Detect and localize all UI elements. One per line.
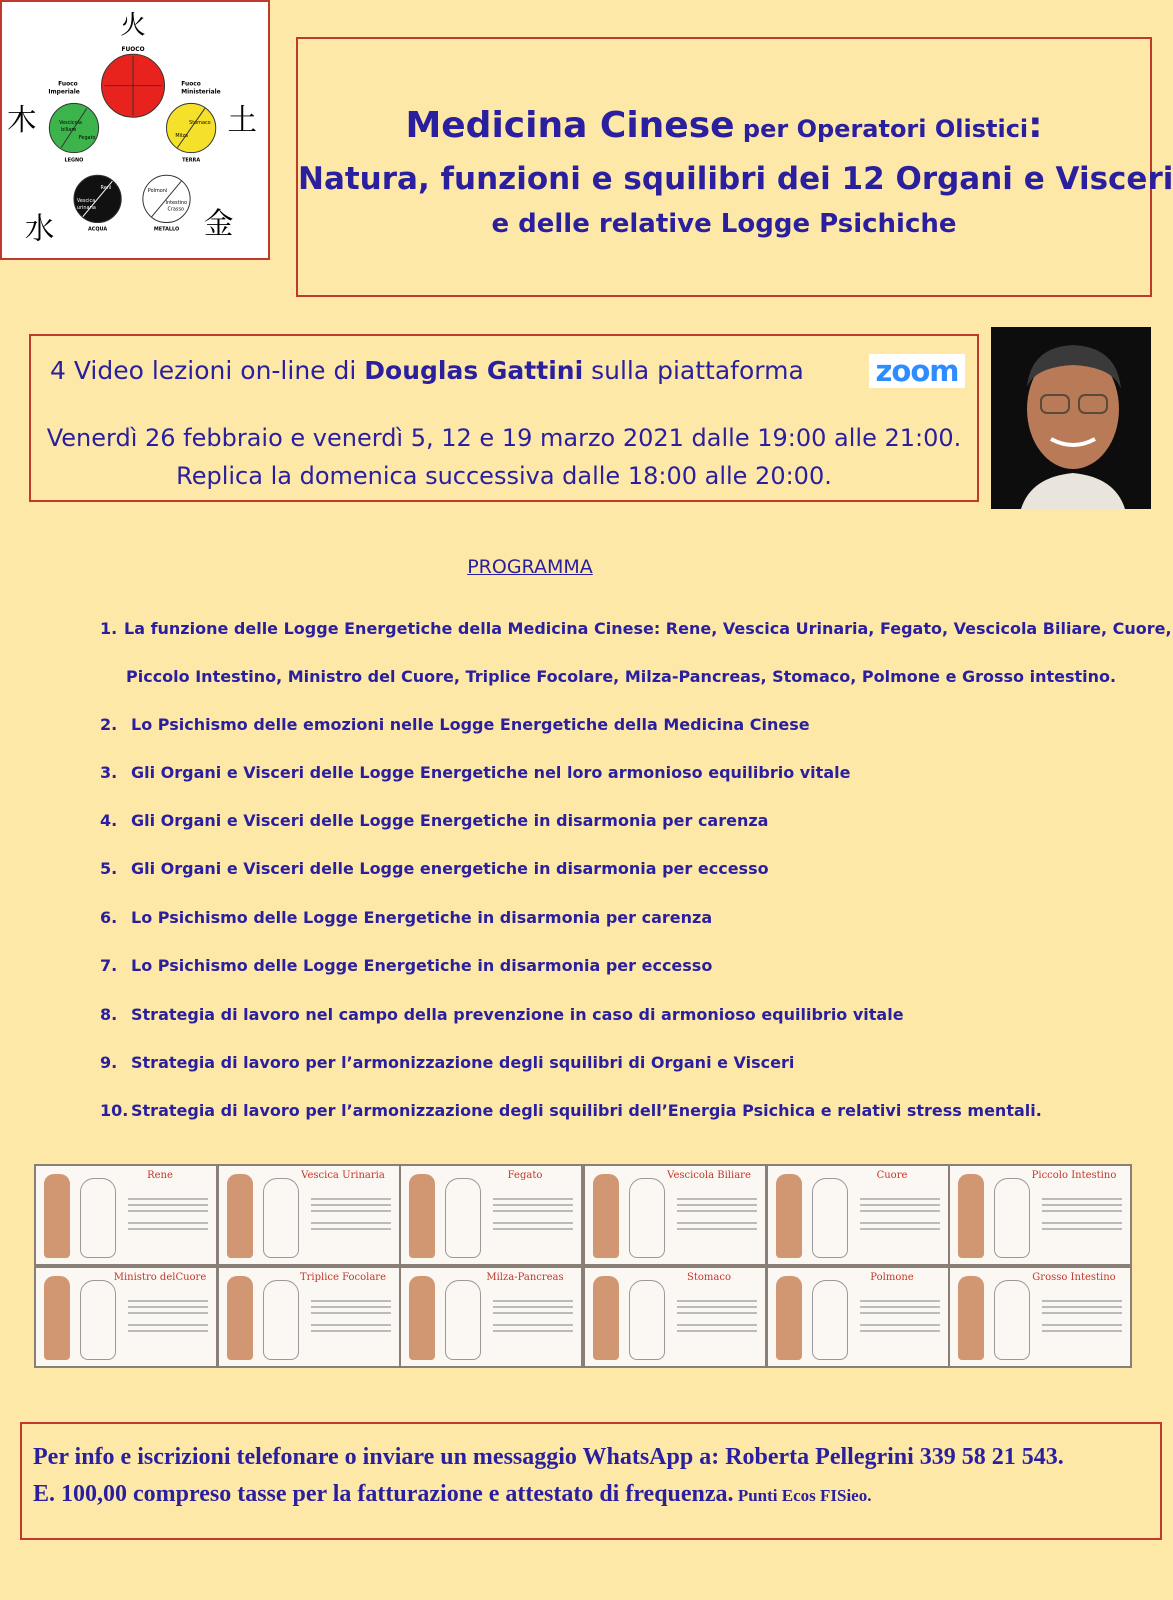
organ-diagram — [80, 1280, 116, 1360]
organ-diagram — [629, 1280, 665, 1360]
title-line-1 — [298, 105, 1150, 146]
metallo-label: METALLO — [153, 226, 180, 233]
title-line-2: Natura, funzioni e squilibri dei 12 Organi e Visceri — [298, 161, 1173, 197]
title-box — [296, 37, 1173, 297]
info-prefix: 4 Video lezioni on-line di — [50, 356, 365, 385]
slide-text-lines — [493, 1296, 573, 1336]
anatomy-figure — [44, 1174, 70, 1258]
wood-char: 木 — [7, 103, 37, 137]
title-colon: : — [1028, 105, 1043, 146]
slide-text-lines — [860, 1296, 940, 1336]
zoom-logo-text: zoom — [875, 354, 959, 388]
programma-item — [100, 908, 712, 927]
slide-text-lines — [493, 1194, 573, 1234]
programma-item-text: Lo Psichismo delle Logge Energetiche in disarmonia per eccesso — [131, 956, 713, 975]
course-replay: Replica la domenica successiva dalle 18:00 alle 20:00. — [176, 462, 832, 490]
programma-item-text: Strategia di lavoro nel campo della prevenzione in caso di armonioso equilibrio vitale — [131, 1005, 904, 1024]
slide-thumbnail — [583, 1266, 767, 1368]
ecos-points: Punti Ecos FISieo. — [733, 1486, 872, 1505]
earth-char: 土 — [227, 103, 258, 137]
slide-title: Ministro delCuore — [113, 1272, 207, 1283]
imperiale-label: Imperiale — [48, 89, 80, 96]
title-subtitle: per Operatori Olistici — [734, 115, 1029, 143]
fegato-label: Fegato — [78, 134, 96, 141]
course-dates: Venerdì 26 febbraio e venerdì 5, 12 e 19 marzo 2021 dalle 19:00 alle 21:00. — [46, 424, 962, 452]
price-line — [33, 1481, 871, 1508]
slide-text-lines — [1042, 1296, 1122, 1336]
intestino-label: Intestino — [165, 199, 187, 206]
fuoco-label: FUOCO — [121, 47, 145, 54]
slide-text-lines — [860, 1194, 940, 1234]
slide-thumbnail — [948, 1266, 1132, 1368]
slide-title: Grosso Intestino — [1032, 1272, 1116, 1283]
slide-text-lines — [677, 1194, 757, 1234]
title-line-3: e delle relative Logge Psichiche — [491, 209, 957, 239]
slide-thumbnail — [217, 1164, 401, 1266]
five-elements-logo — [0, 0, 270, 260]
teacher-name: Douglas Gattini — [364, 356, 584, 385]
slide-title: Polmone — [870, 1272, 914, 1283]
slide-thumbnail — [34, 1164, 218, 1266]
slide-title: Piccolo Intestino — [1031, 1170, 1117, 1181]
slide-title: Stomaco — [687, 1272, 731, 1283]
urinaria-label: urinaria — [76, 204, 96, 211]
reni-label: Reni — [100, 185, 112, 192]
programma-item-text: Gli Organi e Visceri delle Logge energetiche in disarmonia per eccesso — [131, 859, 769, 878]
slide-thumbnail — [766, 1164, 950, 1266]
programma-item — [100, 1101, 1042, 1120]
anatomy-figure — [776, 1276, 802, 1360]
organ-diagram — [812, 1280, 848, 1360]
legno-label: LEGNO — [64, 157, 84, 164]
organ-diagram — [445, 1280, 481, 1360]
stomaco-label: Stomaco — [189, 120, 211, 127]
programma-item-number: 7. — [100, 956, 118, 975]
organ-diagram — [263, 1178, 299, 1258]
water-char: 水 — [24, 211, 55, 246]
organ-diagram — [80, 1178, 116, 1258]
slide-thumbnail — [583, 1164, 767, 1266]
programma-item — [100, 811, 768, 830]
teacher-photo — [991, 327, 1151, 509]
biliare-label: biliare — [61, 126, 77, 133]
fuoco-ministeriale-label: Fuoco — [181, 81, 201, 88]
programma-item-text: Lo Psichismo delle emozioni nelle Logge Energetiche della Medicina Cinese — [131, 715, 810, 734]
slide-thumbnail — [217, 1266, 401, 1368]
vescica-label: Vescica — [76, 197, 96, 204]
fuoco-imperiale-label: Fuoco — [58, 81, 78, 88]
anatomy-figure — [958, 1276, 984, 1360]
organ-diagram — [994, 1280, 1030, 1360]
anatomy-figure — [776, 1174, 802, 1258]
programma-item-number: 10. — [100, 1101, 129, 1120]
programma-item-number: 2. — [100, 715, 118, 734]
anatomy-figure — [227, 1174, 253, 1258]
slide-text-lines — [677, 1296, 757, 1336]
info-suffix: sulla piattaforma — [583, 356, 804, 385]
programma-item-number: 3. — [100, 763, 118, 782]
slide-text-lines — [128, 1194, 208, 1234]
slide-text-lines — [1042, 1194, 1122, 1234]
programma-item — [100, 956, 712, 975]
course-info-line — [50, 356, 804, 385]
crasso-label: Crasso — [167, 206, 185, 213]
programma-item — [100, 859, 769, 878]
programma-item — [100, 763, 850, 782]
acqua-label: ACQUA — [87, 226, 108, 233]
programma-item-text: Lo Psichismo delle Logge Energetiche in disarmonia per carenza — [131, 908, 713, 927]
programma-item-text: Strategia di lavoro per l’armonizzazione degli squilibri di Organi e Visceri — [131, 1053, 795, 1072]
programma-item-number: 8. — [100, 1005, 118, 1024]
title-main: Medicina Cinese — [405, 105, 735, 146]
contact-line: Per info e iscrizioni telefonare o inviare un messaggio WhatsApp a: Roberta Pellegrini 339 58 21 543. — [33, 1444, 1064, 1470]
programma-heading: PROGRAMMA — [467, 556, 593, 578]
slide-title: Triplice Focolare — [299, 1272, 387, 1283]
anatomy-figure — [409, 1174, 435, 1258]
slide-thumbnail — [766, 1266, 950, 1368]
course-info-box — [29, 334, 979, 502]
anatomy-figure — [593, 1174, 619, 1258]
price-text: E. 100,00 compreso tasse per la fatturazione e attestato di frequenza. — [33, 1481, 734, 1507]
programma-item — [100, 1005, 904, 1024]
slide-thumbnail — [948, 1164, 1132, 1266]
organ-diagram — [445, 1178, 481, 1258]
programma-item — [100, 1053, 794, 1072]
programma-item-text: Gli Organi e Visceri delle Logge Energetiche in disarmonia per carenza — [131, 811, 769, 830]
programma-item — [100, 619, 1172, 638]
fire-char: 火 — [120, 10, 146, 41]
five-elements-diagram — [2, 2, 268, 258]
programma-item — [100, 715, 810, 734]
zoom-logo — [869, 354, 965, 388]
anatomy-figure — [593, 1276, 619, 1360]
slide-text-lines — [128, 1296, 208, 1336]
organ-diagram — [994, 1178, 1030, 1258]
slide-thumbnail — [399, 1266, 583, 1368]
slide-title: Rene — [147, 1170, 173, 1181]
programma-item-number: 6. — [100, 908, 118, 927]
slide-title: Vescica Urinaria — [301, 1170, 385, 1181]
slide-thumbnail — [34, 1266, 218, 1368]
organ-diagram — [629, 1178, 665, 1258]
slide-text-lines — [311, 1296, 391, 1336]
slide-title: Vescicola Biliare — [667, 1170, 751, 1181]
slide-title: Milza-Pancreas — [486, 1272, 564, 1283]
slide-title: Cuore — [876, 1170, 908, 1181]
programma-item-text: Strategia di lavoro per l’armonizzazione degli squilibri dell’Energia Psichica e relativi stress mentali. — [131, 1101, 1042, 1120]
slide-title: Fegato — [507, 1170, 543, 1181]
programma-item-number: 4. — [100, 811, 118, 830]
organ-diagram — [812, 1178, 848, 1258]
milza-label: Milza — [175, 132, 188, 139]
programma-item-continuation: Piccolo Intestino, Ministro del Cuore, Triplice Focolare, Milza-Pancreas, Stomaco, Polmone e Grosso intestino. — [126, 667, 1117, 686]
vescicola-label: Vescicola — [59, 120, 82, 127]
anatomy-figure — [227, 1276, 253, 1360]
anatomy-figure — [409, 1276, 435, 1360]
programma-item-text: La funzione delle Logge Energetiche della Medicina Cinese: Rene, Vescica Urinaria, Fegato, Vescicola Biliare, Cuore, — [124, 619, 1172, 638]
programma-item-number: 5. — [100, 859, 118, 878]
programma-item-number: 9. — [100, 1053, 118, 1072]
terra-label: TERRA — [182, 157, 201, 164]
polmoni-label: Polmoni — [147, 188, 168, 195]
slide-text-lines — [311, 1194, 391, 1234]
programma-item-number: 1. — [100, 619, 118, 638]
metal-char: 金 — [203, 206, 234, 241]
ministeriale-label: Ministeriale — [181, 89, 221, 96]
contact-box — [20, 1422, 1162, 1540]
slide-thumbnail — [399, 1164, 583, 1266]
anatomy-figure — [44, 1276, 70, 1360]
anatomy-figure — [958, 1174, 984, 1258]
organ-diagram — [263, 1280, 299, 1360]
programma-item-text: Gli Organi e Visceri delle Logge Energetiche nel loro armonioso equilibrio vitale — [131, 763, 851, 782]
